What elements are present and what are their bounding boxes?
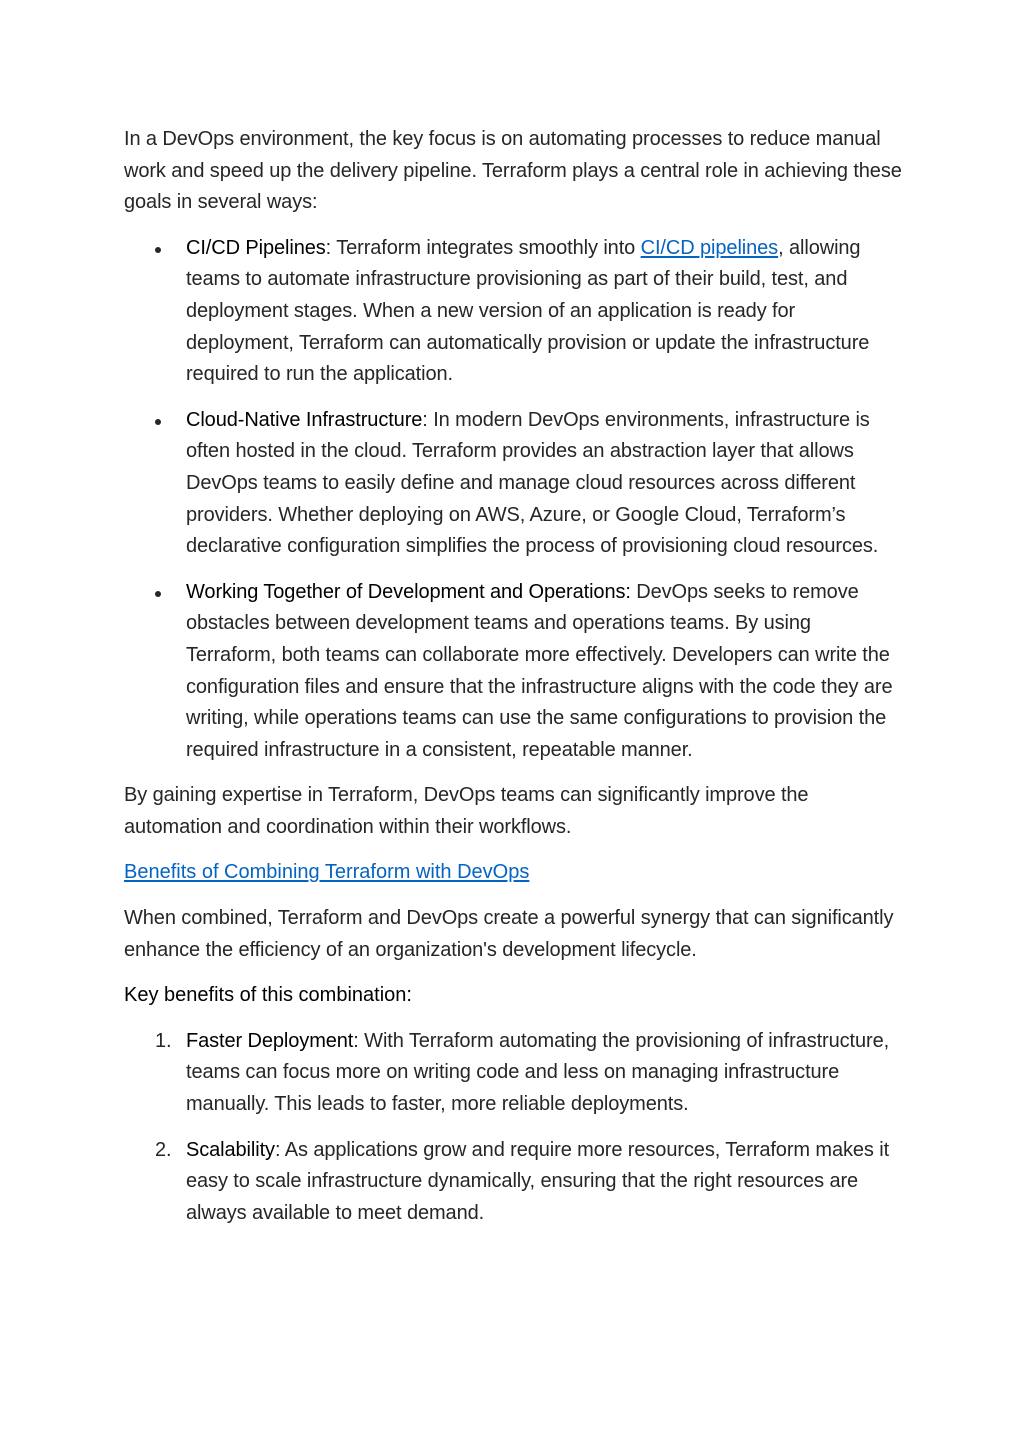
combined-text: When combined, Terraform and DevOps create a powerful synergy that can significantly enhance the efficiency of an organization's development lifecycle. xyxy=(124,907,894,961)
bullet-text: : In modern DevOps environments, infrastructure is often hosted in the cloud. Terraform provides an abstraction layer that allows DevOps teams to easily define and manage cloud resources across different providers. Whether deploying on AWS, Azure, or Google Cloud, Terraform’s declarative configuration simplifies the process of provisioning cloud resources. xyxy=(186,408,879,558)
combined-paragraph xyxy=(124,903,905,966)
bullet-text: , allowing teams to automate infrastructure provisioning as part of their build, test, and deployment stages. When a new version of an application is ready for deployment, Terraform can automatically provision or update the infrastructure required to run the application. xyxy=(186,236,870,386)
benefit-term: Faster Deployment xyxy=(186,1029,354,1052)
bullet-icon xyxy=(155,247,161,253)
list-number: 1. xyxy=(155,1029,172,1052)
bullet-term: CI/CD Pipelines xyxy=(186,236,326,259)
bullet-text: DevOps seeks to remove obstacles between development teams and operations teams. By using Terraform, both teams can collaborate more effectively. Developers can write the configuration files and ensure that the infrastructure aligns with the code they are writing, while operations teams can use the same configurations to provision the required infrastructure in a consistent, repeatable manner. xyxy=(186,580,893,761)
bullet-text: : Terraform integrates smoothly into xyxy=(325,236,641,259)
bullet-term: Cloud-Native Infrastructure xyxy=(186,408,423,431)
bullet-item-cicd xyxy=(124,233,905,391)
key-benefits-heading: Key benefits of this combination: xyxy=(124,984,412,1007)
key-benefits-list xyxy=(124,1026,905,1230)
benefits-heading-link[interactable]: Benefits of Combining Terraform with DevOps xyxy=(124,861,530,884)
benefits-heading xyxy=(124,857,905,889)
summary-text: By gaining expertise in Terraform, DevOps teams can significantly improve the automation and coordination within their workflows. xyxy=(124,784,809,838)
bullet-item-cloud-native xyxy=(124,405,905,563)
bullet-term: Working Together of Development and Operations: xyxy=(186,580,631,603)
benefit-term: Scalability xyxy=(186,1138,275,1161)
bullet-item-working-together xyxy=(124,577,905,767)
devops-bullet-list xyxy=(124,233,905,767)
intro-text: In a DevOps environment, the key focus is on automating processes to reduce manual work and speed up the delivery pipeline. Terraform plays a central role in achieving these goals in several ways: xyxy=(124,128,902,214)
benefit-text: : With Terraform automating the provisioning of infrastructure, teams can focus more on writing code and less on managing infrastructure manually. This leads to faster, more reliable deployments. xyxy=(186,1029,890,1116)
bullet-icon xyxy=(155,591,161,597)
cicd-pipelines-link[interactable]: CI/CD pipelines xyxy=(640,236,779,259)
summary-paragraph xyxy=(124,780,905,843)
list-number: 2. xyxy=(155,1138,172,1161)
bullet-icon xyxy=(155,419,161,425)
benefit-item-faster-deployment xyxy=(124,1026,905,1121)
benefit-item-scalability xyxy=(124,1135,905,1230)
benefit-text: : As applications grow and require more resources, Terraform makes it easy to scale infrastructure dynamically, ensuring that the right resources are always available to meet demand. xyxy=(186,1138,890,1224)
intro-paragraph xyxy=(124,124,905,219)
